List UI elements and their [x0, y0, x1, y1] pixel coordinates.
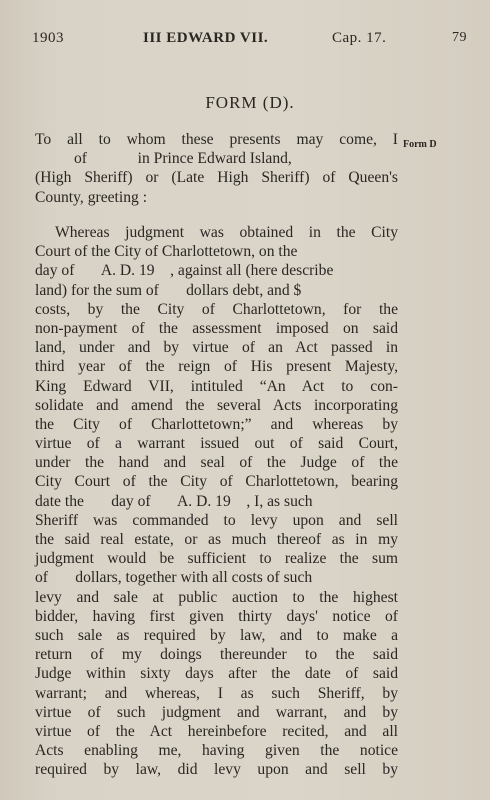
text-line: warrant; and whereas, I as such Sheriff, by	[35, 684, 398, 702]
text-line: virtue of the Act hereinbefore recited, and all	[35, 722, 398, 740]
text-line: virtue of such judgment and warrant, and by	[35, 703, 398, 721]
text-line: return of my doings thereunder to the said	[35, 646, 398, 664]
text-line: levy and sale at public auction to the highest	[35, 588, 398, 606]
text-line: land) for the sum of dollars debt, and $	[35, 281, 302, 299]
header-title: III EDWARD VII.	[143, 30, 269, 46]
text-line: Sheriff was commanded to levy upon and sell	[35, 511, 398, 529]
text-line: third year of the reign of His present Majesty,	[35, 358, 398, 376]
form-title: FORM (D).	[205, 93, 295, 112]
text-line: such sale as required by law, and to make a	[35, 626, 398, 644]
text-line: day of A. D. 19 , against all (here describe	[35, 262, 334, 280]
text-line: the said real estate, or as much thereof as in my	[35, 531, 398, 548]
paragraph-whereas	[35, 223, 398, 779]
paragraph-address	[35, 130, 398, 207]
text-line: land, under and by virtue of an Act passed in	[35, 339, 398, 357]
text-line: County, greeting :	[35, 188, 148, 206]
text-line: required by law, did levy upon and sell by	[35, 761, 398, 779]
margin-note: Form D	[403, 139, 437, 150]
text-line: the City of Charlottetown;” and whereas by	[35, 415, 398, 433]
text-line: date the day of A. D. 19 , I, as such	[35, 492, 313, 510]
text-line: Court of the City of Charlottetown, on the	[35, 243, 298, 261]
text-line: King Edward VII, intituled “An Act to con-	[35, 377, 398, 395]
page-header	[30, 30, 470, 54]
text-line: bidder, having first given thirty days' notice of	[35, 607, 398, 625]
text-line: City Court of the City of Charlottetown, bearing	[35, 473, 398, 491]
text-line: judgment would be sufficient to realize the sum	[35, 550, 398, 568]
header-page-number: 79	[452, 30, 467, 45]
text-line: To all to whom these presents may come, I	[35, 131, 398, 148]
header-year: 1903	[32, 30, 64, 46]
text-line: solidate and amend the several Acts incorporating	[35, 396, 398, 414]
text-line: Acts enabling me, having given the notice	[35, 742, 398, 760]
text-line: virtue of a warrant issued out of said Court,	[35, 435, 398, 453]
text-line: Judge within sixty days after the date of said	[35, 665, 398, 683]
text-line: non-payment of the assessment imposed on said	[35, 319, 398, 337]
text-line: of in Prince Edward Island,	[35, 150, 292, 168]
header-chapter: Cap. 17.	[332, 30, 387, 46]
text-line: Whereas judgment was obtained in the City	[55, 224, 398, 241]
text-line: (High Sheriff) or (Late High Sheriff) of Queen's	[35, 169, 398, 187]
text-line: of dollars, together with all costs of such	[35, 569, 313, 587]
text-line: costs, by the City of Charlottetown, for the	[35, 300, 398, 318]
text-line: under the hand and seal of the Judge of the	[35, 454, 398, 472]
